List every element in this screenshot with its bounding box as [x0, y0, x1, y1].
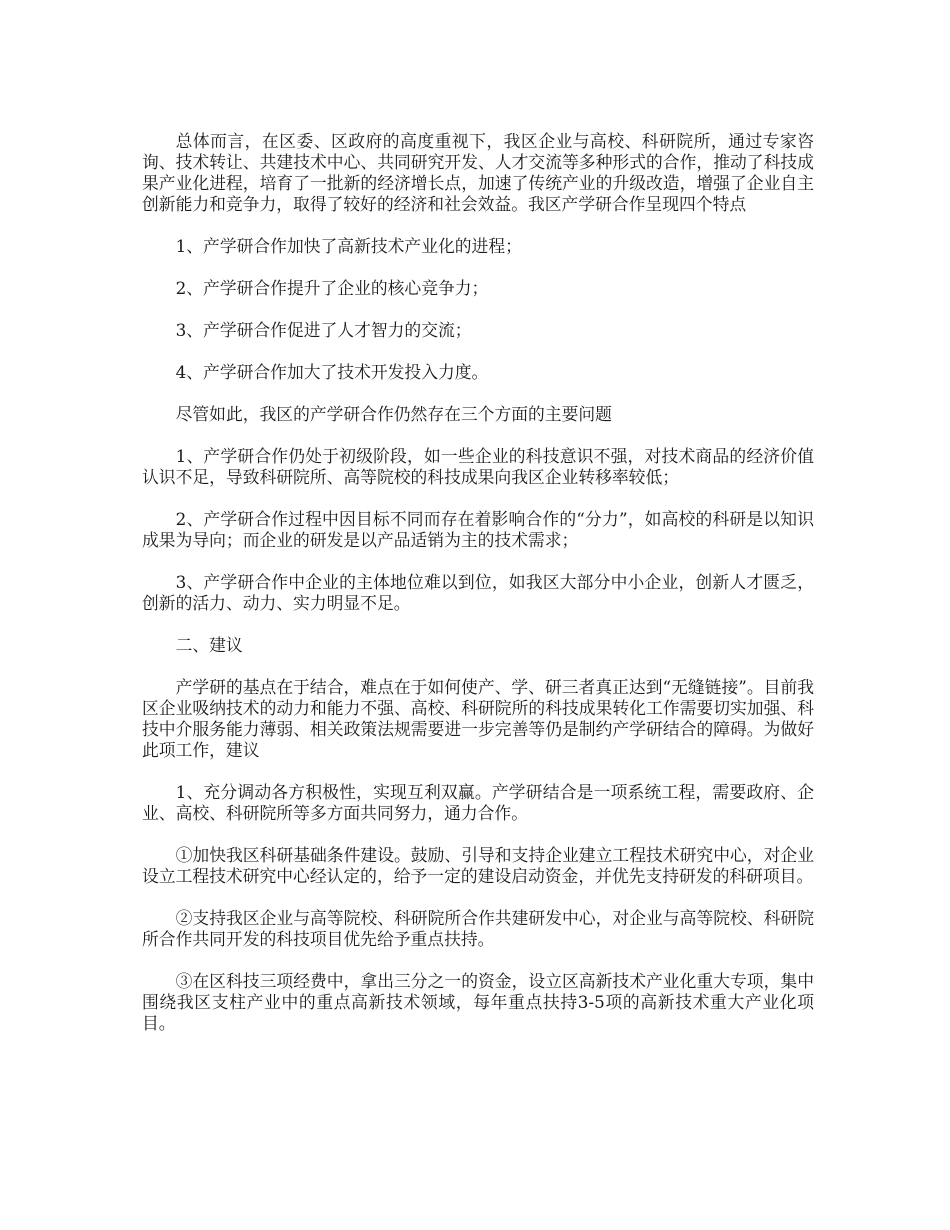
- paragraph-problems-intro: 尽管如此，我区的产学研合作仍然存在三个方面的主要问题: [175, 404, 612, 424]
- paragraph-problem-1: 1、产学研合作仍处于初级阶段，如一些企业的科技意识不强，对技术商品的经济价值认识不足，导致科研院所、高等院校的科技成果向我区企业转移率较低；: [142, 446, 814, 487]
- document-body: [142, 131, 814, 1034]
- paragraph-problem-2: 2、产学研合作过程中因目标不同而存在着影响合作的“分力”，如高校的科研是以知识成果为导向；而企业的研发是以产品适销为主的技术需求；: [142, 509, 814, 550]
- section-heading-suggestions: 二、建议: [175, 635, 243, 655]
- paragraph-summary: 总体而言，在区委、区政府的高度重视下，我区企业与高校、科研院所，通过专家咨询、技术转让、共建技术中心、共同研究开发、人才交流等多种形式的合作，推动了科技成果产业化进程，培育了一批新的经济增长点，加速了传统产业的升级改造，增强了企业自主创新能力和竞争力，取得了较好的经济和社会效益。我区产学研合作呈现四个特点: [142, 131, 814, 214]
- paragraph-problem-3: 3、产学研合作中企业的主体地位难以到位，如我区大部分中小企业，创新人才匮乏，创新的活力、动力、实力明显不足。: [142, 572, 814, 613]
- paragraph-feature-4: 4、产学研合作加大了技术开发投入力度。: [175, 362, 489, 382]
- paragraph-suggestion-1: 1、充分调动各方积极性，实现互利双赢。产学研结合是一项系统工程，需要政府、企业、高校、科研院所等多方面共同努力，通力合作。: [142, 782, 814, 823]
- paragraph-measure-1: ①加快我区科研基础条件建设。鼓励、引导和支持企业建立工程技术研究中心，对企业设立工程技术研究中心经认定的，给予一定的建设启动资金，并优先支持研发的科研项目。: [142, 845, 814, 886]
- paragraph-feature-1: 1、产学研合作加快了高新技术产业化的进程；: [175, 236, 522, 256]
- paragraph-measure-3: ③在区科技三项经费中，拿出三分之一的资金，设立区高新技术产业化重大专项，集中围绕我区支柱产业中的重点高新技术领域，每年重点扶持3-5项的高新技术重大产业化项目。: [142, 971, 814, 1033]
- paragraph-suggestions-intro: 产学研的基点在于结合，难点在于如何使产、学、研三者真正达到“无缝链接”。目前我区企业吸纳技术的动力和能力不强、高校、科研院所的科技成果转化工作需要切实加强、科技中介服务能力薄弱、相关政策法规需要进一步完善等仍是制约产学研结合的障碍。为做好此项工作，建议: [142, 677, 814, 760]
- paragraph-feature-2: 2、产学研合作提升了企业的核心竞争力；: [175, 278, 489, 298]
- paragraph-measure-2: ②支持我区企业与高等院校、科研院所合作共建研发中心，对企业与高等院校、科研院所合作共同开发的科技项目优先给予重点扶持。: [142, 908, 814, 949]
- paragraph-feature-3: 3、产学研合作促进了人才智力的交流；: [175, 320, 472, 340]
